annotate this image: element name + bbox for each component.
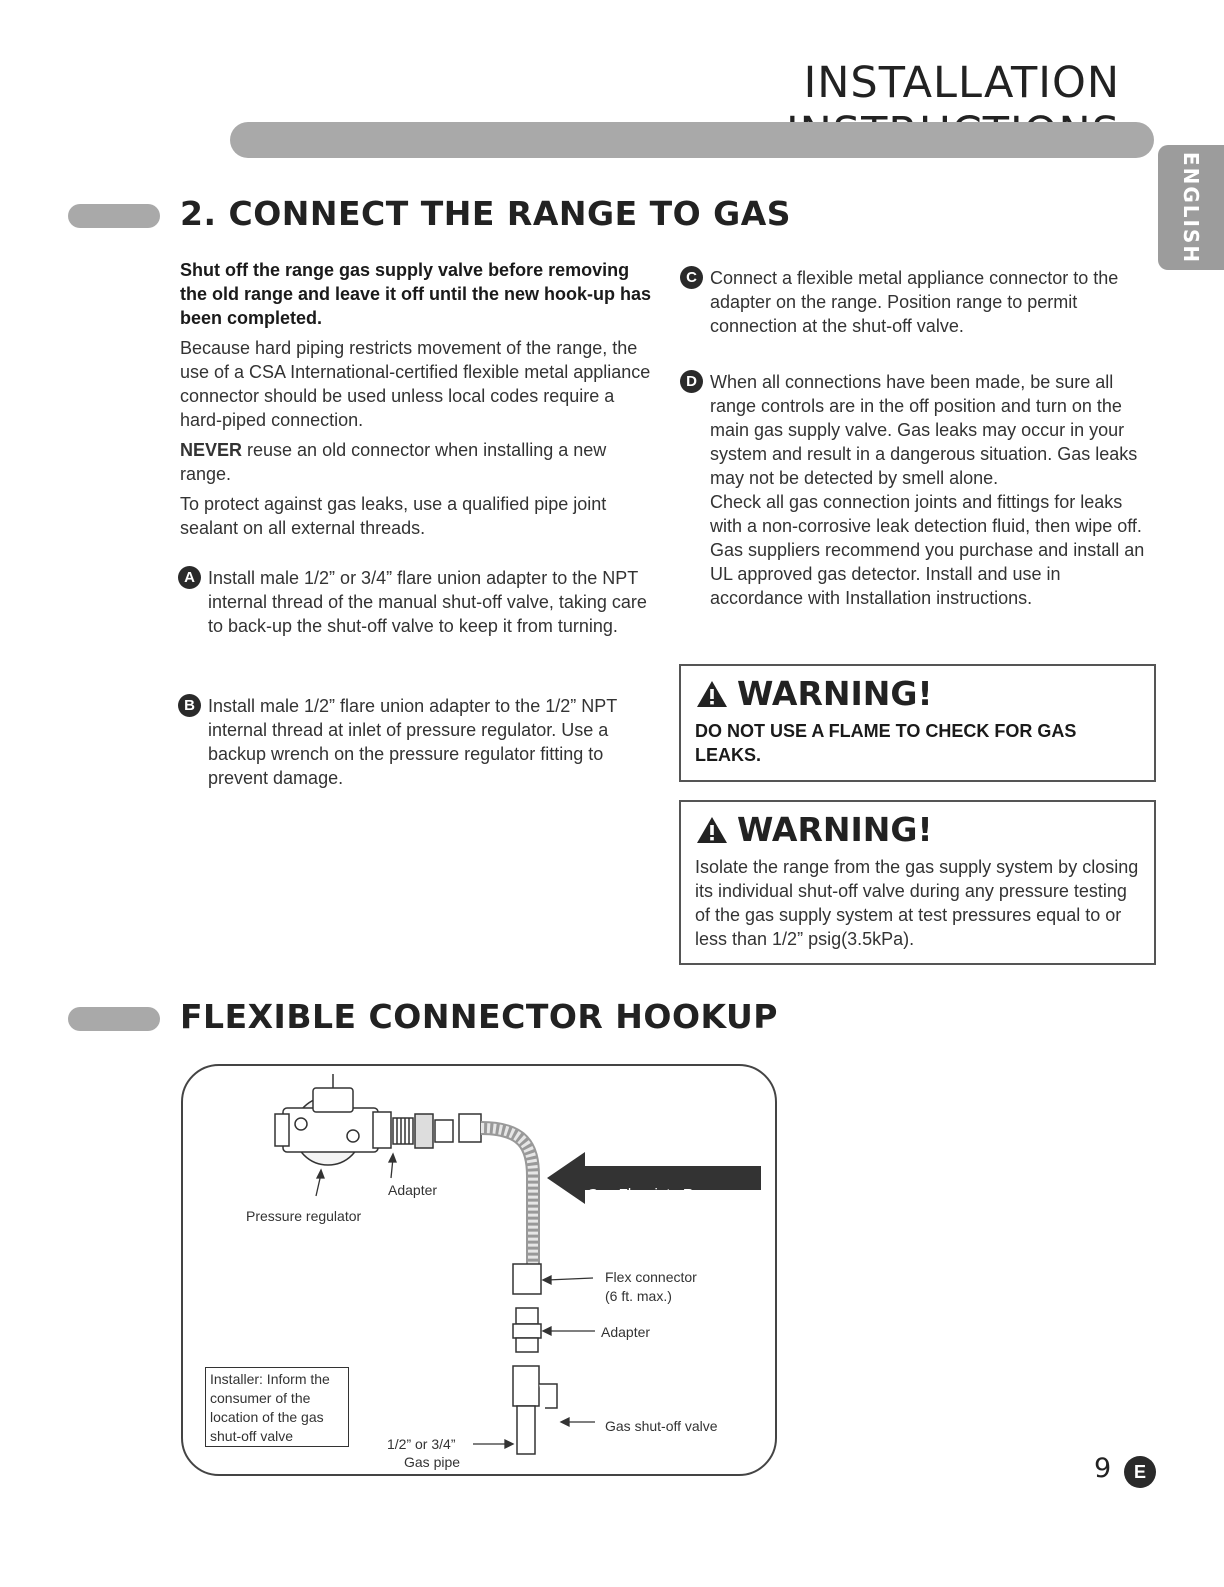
step-c-text: Connect a flexible metal appliance connector to the adapter on the range. Position range to permit connection at the shut-off valve. bbox=[710, 268, 1119, 336]
connector-hookup-diagram bbox=[181, 1064, 777, 1476]
paragraph-never-reuse bbox=[180, 438, 655, 486]
step-b bbox=[178, 694, 656, 790]
step-d-check-text: Check all gas connection joints and fittings for leaks with a non-corrosive leak detection fluid, then wipe off. bbox=[710, 492, 1142, 536]
label-gas-flow: Gas Flow into Range bbox=[587, 1186, 728, 1203]
left-column bbox=[180, 258, 655, 546]
step-d-detector-text: Gas suppliers recommend you purchase and install an UL approved gas detector. Install and use in accordance with Installation instructions. bbox=[710, 540, 1145, 608]
label-adapter-top: Adapter bbox=[388, 1182, 438, 1198]
step-d bbox=[680, 370, 1156, 610]
step-badge-d: D bbox=[680, 370, 703, 393]
step-c bbox=[680, 266, 1156, 338]
warning-title-2-text: WARNING! bbox=[737, 810, 933, 849]
step-badge-c: C bbox=[680, 266, 703, 289]
never-emphasis: NEVER bbox=[180, 440, 243, 460]
language-tab-label: ENGLISH bbox=[1179, 151, 1203, 264]
section-marker-pill bbox=[68, 1007, 160, 1031]
section-marker-pill bbox=[68, 204, 160, 228]
section-title-flexible-connector: FLEXIBLE CONNECTOR HOOKUP bbox=[180, 997, 778, 1036]
lead-warning-text: Shut off the range gas supply valve before removing the old range and leave it off until the new hook-up has been completed. bbox=[180, 260, 652, 328]
header-bar bbox=[230, 122, 1154, 158]
language-logo-letter: E bbox=[1133, 1461, 1146, 1482]
warning-body-1: DO NOT USE A FLAME TO CHECK FOR GAS LEAKS. bbox=[695, 721, 1077, 765]
installer-note-box: Installer: Inform the consumer of the location of the gas shut-off valve bbox=[205, 1367, 349, 1447]
step-d-text: When all connections have been made, be sure all range controls are in the off position and turn on the main gas supply valve. Gas leaks may occur in your system and result in a dangerous situation. Gas leaks may not be detected by smell alone. bbox=[710, 372, 1138, 488]
warning-body-2: Isolate the range from the gas supply system by closing its individual shut-off valve during any pressure testing of the gas supply system at test pressures equal to or less than 1/2” psig(3.5kPa). bbox=[695, 857, 1139, 949]
never-rest-text: reuse an old connector when installing a new range. bbox=[180, 440, 607, 484]
step-badge-a: A bbox=[178, 566, 201, 589]
label-gas-shutoff-valve: Gas shut-off valve bbox=[605, 1418, 718, 1434]
warning-box-flame bbox=[679, 664, 1156, 782]
label-flex-connector-max: (6 ft. max.) bbox=[605, 1288, 672, 1304]
label-adapter-bottom: Adapter bbox=[601, 1324, 651, 1340]
step-b-text: Install male 1/2” flare union adapter to the 1/2” NPT internal thread at inlet of pressure regulator. Use a backup wrench on the pressure regulator fitting to prevent damage. bbox=[208, 696, 617, 788]
warning-box-isolate bbox=[679, 800, 1156, 965]
label-pressure-regulator: Pressure regulator bbox=[246, 1208, 362, 1224]
page-header-title: INSTALLATION bbox=[803, 58, 1120, 108]
step-badge-b: B bbox=[178, 694, 201, 717]
label-pipe-size: 1/2” or 3/4” bbox=[387, 1436, 456, 1452]
label-flex-connector: Flex connector bbox=[605, 1269, 697, 1285]
warning-title-1-text: WARNING! bbox=[737, 674, 933, 713]
language-logo-icon bbox=[1124, 1456, 1156, 1488]
step-d-content bbox=[710, 370, 1156, 610]
warning-triangle-icon bbox=[695, 679, 729, 709]
label-gas-pipe: Gas pipe bbox=[404, 1454, 461, 1470]
page-number: 9 bbox=[1094, 1453, 1112, 1484]
warning-title-2 bbox=[695, 810, 1140, 849]
pressure-regulator-drawing bbox=[275, 1074, 391, 1165]
warning-title-1 bbox=[695, 674, 1140, 713]
section-title-connect-gas: 2. CONNECT THE RANGE TO GAS bbox=[180, 194, 792, 233]
top-adapter-drawing bbox=[393, 1114, 453, 1148]
paragraph-sealant: To protect against gas leaks, use a qualified pipe joint sealant on all external threads. bbox=[180, 494, 607, 538]
step-a-text: Install male 1/2” or 3/4” flare union adapter to the NPT internal thread of the manual shut-off valve, taking care to back-up the shut-off valve to keep it from turning. bbox=[208, 568, 647, 636]
warning-triangle-icon bbox=[695, 815, 729, 845]
paragraph-hard-piping: Because hard piping restricts movement of the range, the use of a CSA International-certified flexible metal appliance connector should be used unless local codes require a hard-piped connection. bbox=[180, 338, 651, 430]
step-a bbox=[178, 566, 656, 638]
language-tab bbox=[1158, 145, 1224, 270]
flex-connector-drawing bbox=[459, 1114, 557, 1454]
